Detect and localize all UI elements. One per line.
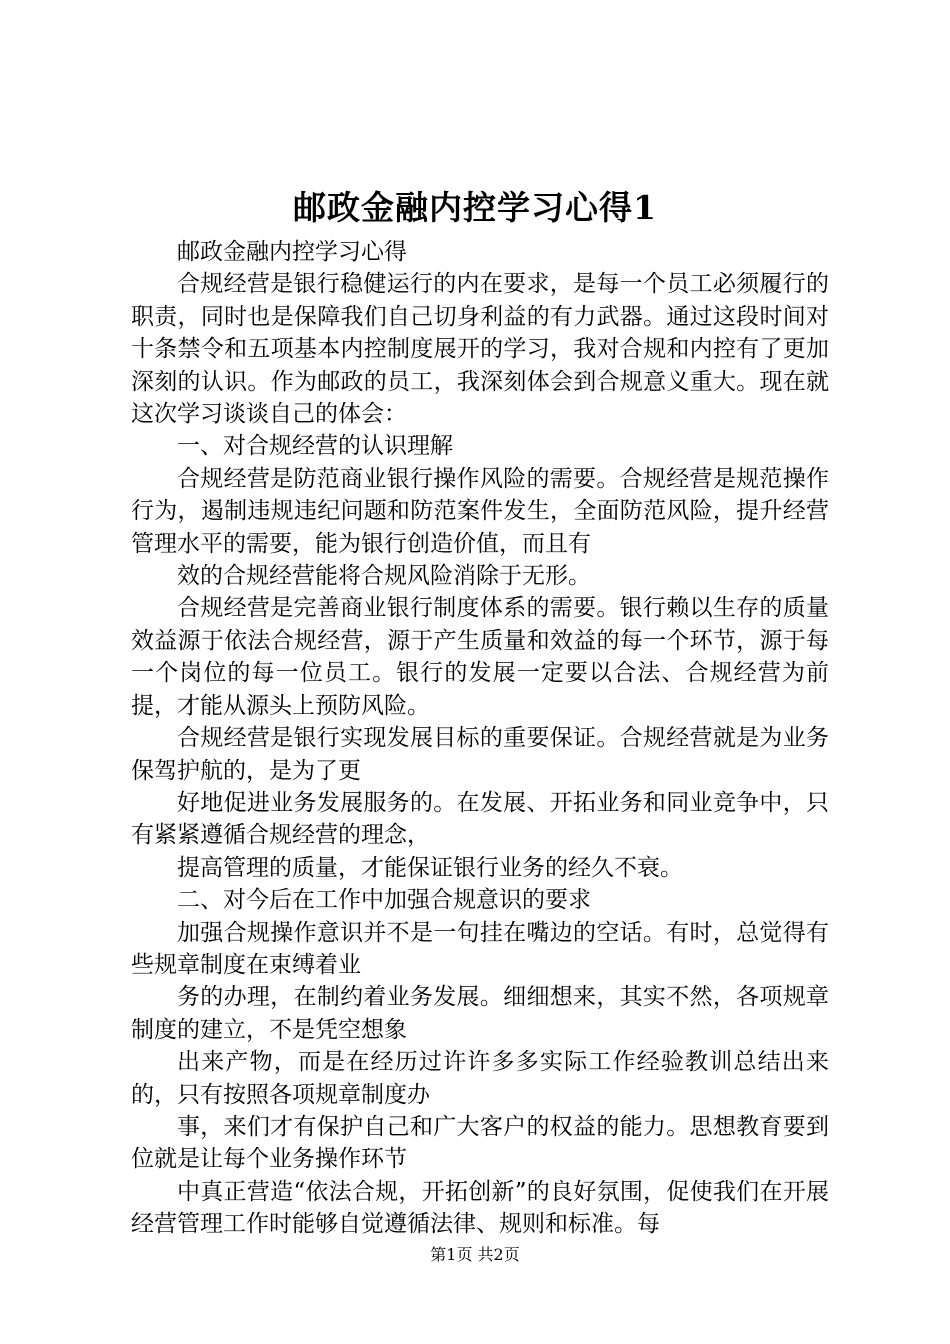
document-body xyxy=(131,236,829,1241)
section-heading-1: 一、对合规经营的认识理解 xyxy=(177,433,453,460)
paragraph: 出来产物，而是在经历过许许多多实际工作经验教训总结出来的，只有按照各项规章制度办 xyxy=(131,1049,829,1108)
document-title: 邮政金融内控学习心得1 xyxy=(293,188,657,227)
paragraph: 合规经营是银行实现发展目标的重要保证。合规经营就是为业务保驾护航的，是为了更 xyxy=(131,725,829,784)
paragraph: 合规经营是防范商业银行操作风险的需要。合规经营是规范操作行为，遏制违规违纪问题和防范案件发生，全面防范风险，提升经营管理水平的需要，能为银行创造价值，而且有 xyxy=(131,465,829,557)
paragraph: 加强合规操作意识并不是一句挂在嘴边的空话。有时，总觉得有些规章制度在束缚着业 xyxy=(131,919,829,978)
section-heading-2: 二、对今后在工作中加强合规意识的要求 xyxy=(177,887,591,914)
paragraph: 效的合规经营能将合规风险消除于无形。 xyxy=(177,563,591,590)
paragraph: 中真正营造“依法合规，开拓创新”的良好氛围，促使我们在开展经营管理工作时能够自觉遵循法律、规则和标准。每 xyxy=(131,1178,829,1238)
paragraph: 好地促进业务发展服务的。在发展、开拓业务和同业竞争中，只有紧紧遵循合规经营的理念， xyxy=(131,789,829,849)
page-number-footer: 第1页 共2页 xyxy=(430,1245,520,1264)
paragraph: 合规经营是银行稳健运行的内在要求，是每一个员工必须履行的职责，同时也是保障我们自己切身利益的有力武器。通过这段时间对十条禁令和五项基本内控制度展开的学习，我对合规和内控有了更加深刻的认识。作为邮政的员工，我深刻体会到合规意义重大。现在就这次学习谈谈自己的体会： xyxy=(131,271,829,428)
paragraph: 事，来们才有保护自己和广大客户的权益的能力。思想教育要到位就是让每个业务操作环节 xyxy=(131,1113,829,1173)
paragraph: 务的办理，在制约着业务发展。细细想来，其实不然，各项规章制度的建立，不是凭空想象 xyxy=(131,984,829,1043)
paragraph: 合规经营是完善商业银行制度体系的需要。银行赖以生存的质量效益源于依法合规经营，源于产生质量和效益的每一个环节，源于每一个岗位的每一位员工。银行的发展一定要以合法、合规经营为前提，才能从源头上预防风险。 xyxy=(131,595,829,719)
paragraph-heading: 邮政金融内控学习心得 xyxy=(177,239,407,265)
paragraph: 提高管理的质量，才能保证银行业务的经久不衰。 xyxy=(177,854,683,881)
